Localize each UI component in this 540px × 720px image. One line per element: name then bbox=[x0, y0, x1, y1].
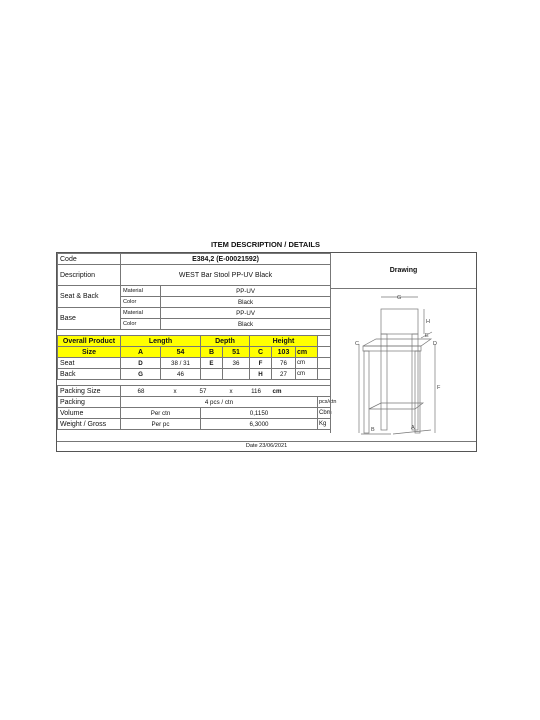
packing-size-unit: cm bbox=[272, 387, 282, 395]
base-material: PP-UV bbox=[161, 308, 331, 319]
drawing-letter-e: E bbox=[425, 333, 429, 339]
volume-label: Volume bbox=[58, 408, 121, 419]
dim-f-letter: F bbox=[250, 358, 272, 369]
volume-unit: Cbm bbox=[318, 408, 331, 419]
dim-h-value: 27 bbox=[272, 369, 296, 380]
spec-sheet bbox=[56, 252, 477, 452]
description-label: Description bbox=[58, 265, 121, 286]
weight-value: 6,3000 bbox=[201, 419, 318, 430]
sheet-title: ITEM DESCRIPTION / DETAILS bbox=[210, 240, 321, 249]
seat-dims-row bbox=[58, 358, 331, 369]
seat-back-material-label: Material bbox=[121, 286, 161, 297]
packing-width: 57 bbox=[199, 387, 207, 395]
dim-c-value: 103 bbox=[272, 347, 296, 358]
base-material-label: Material bbox=[121, 308, 161, 319]
code-row bbox=[58, 254, 331, 265]
base-label: Base bbox=[58, 308, 121, 330]
packing-label: Packing bbox=[58, 397, 121, 408]
dim-b-value: 51 bbox=[223, 347, 250, 358]
dim-g-value: 46 bbox=[161, 369, 201, 380]
dim-d-letter: D bbox=[121, 358, 161, 369]
drawing-panel bbox=[330, 253, 476, 433]
drawing-letter-c: C bbox=[355, 341, 359, 347]
depth-header: Depth bbox=[201, 336, 250, 347]
packing-value: 4 pcs / ctn bbox=[121, 397, 318, 408]
code-label: Code bbox=[58, 254, 121, 265]
description-value: WEST Bar Stool PP-UV Black bbox=[121, 265, 331, 286]
base-color-label: Color bbox=[121, 319, 161, 330]
dim-e-value: 36 bbox=[223, 358, 250, 369]
packing-length: 68 bbox=[137, 387, 145, 395]
overall-values-row bbox=[58, 347, 331, 358]
volume-value: 0,1150 bbox=[201, 408, 318, 419]
dim-h-letter: H bbox=[250, 369, 272, 380]
dim-d-value: 38 / 31 bbox=[161, 358, 201, 369]
base-color: Black bbox=[161, 319, 331, 330]
base-material-row bbox=[58, 308, 331, 319]
volume-sub: Per ctn bbox=[121, 408, 201, 419]
seat-unit: cm bbox=[296, 358, 318, 369]
date-footer: Date 23/06/2021 bbox=[57, 441, 476, 451]
drawing-letter-f: F bbox=[437, 385, 441, 391]
packing-x-2: x bbox=[229, 387, 233, 395]
length-header: Length bbox=[121, 336, 201, 347]
weight-row bbox=[58, 419, 331, 430]
weight-unit: Kg bbox=[318, 419, 331, 430]
packing-size-label: Packing Size bbox=[58, 386, 121, 397]
seat-back-label: Seat & Back bbox=[58, 286, 121, 308]
drawing-label: Drawing bbox=[331, 253, 476, 289]
packing-size-row bbox=[58, 386, 331, 397]
drawing-letter-h: H bbox=[426, 319, 430, 325]
description-row bbox=[58, 265, 331, 286]
backrest-shape bbox=[381, 309, 418, 334]
seat-top bbox=[363, 339, 431, 346]
dim-e-letter: E bbox=[201, 358, 223, 369]
back-unit: cm bbox=[296, 369, 318, 380]
dim-a-value: 54 bbox=[161, 347, 201, 358]
overall-unit: cm bbox=[296, 347, 318, 358]
size-label: Size bbox=[58, 347, 121, 358]
drawing-letter-a: A bbox=[411, 425, 415, 431]
overall-label: Overall Product bbox=[58, 336, 121, 347]
dim-g-letter: G bbox=[121, 369, 161, 380]
seat-back-material-row bbox=[58, 286, 331, 297]
packing-height: 116 bbox=[251, 387, 261, 395]
overall-header-row bbox=[58, 336, 331, 347]
weight-label: Weight / Gross bbox=[58, 419, 121, 430]
seat-back-color-label: Color bbox=[121, 297, 161, 308]
volume-row bbox=[58, 408, 331, 419]
weight-sub: Per pc bbox=[121, 419, 201, 430]
height-header: Height bbox=[250, 336, 318, 347]
dim-f-value: 76 bbox=[272, 358, 296, 369]
front-leg-right bbox=[415, 351, 420, 433]
seat-label: Seat bbox=[58, 358, 121, 369]
drawing-letter-d: D bbox=[433, 341, 437, 347]
packing-row bbox=[58, 397, 331, 408]
packing-unit: pcs/ctn bbox=[318, 397, 331, 408]
bar-stool-drawing bbox=[331, 289, 476, 434]
dim-a-letter: A bbox=[121, 347, 161, 358]
spec-table bbox=[57, 253, 337, 430]
back-label: Back bbox=[58, 369, 121, 380]
seat-back-material: PP-UV bbox=[161, 286, 331, 297]
seat-back-color: Black bbox=[161, 297, 331, 308]
dim-c-letter: C bbox=[250, 347, 272, 358]
packing-x-1: x bbox=[173, 387, 177, 395]
code-value: E384,2 (E-00021592) bbox=[121, 254, 331, 265]
drawing-letter-g: G bbox=[397, 295, 402, 301]
front-leg-left bbox=[364, 351, 369, 433]
dim-b-letter: B bbox=[201, 347, 223, 358]
drawing-letter-b: B bbox=[371, 427, 375, 433]
back-dims-row bbox=[58, 369, 331, 380]
back-leg-left bbox=[381, 334, 387, 430]
